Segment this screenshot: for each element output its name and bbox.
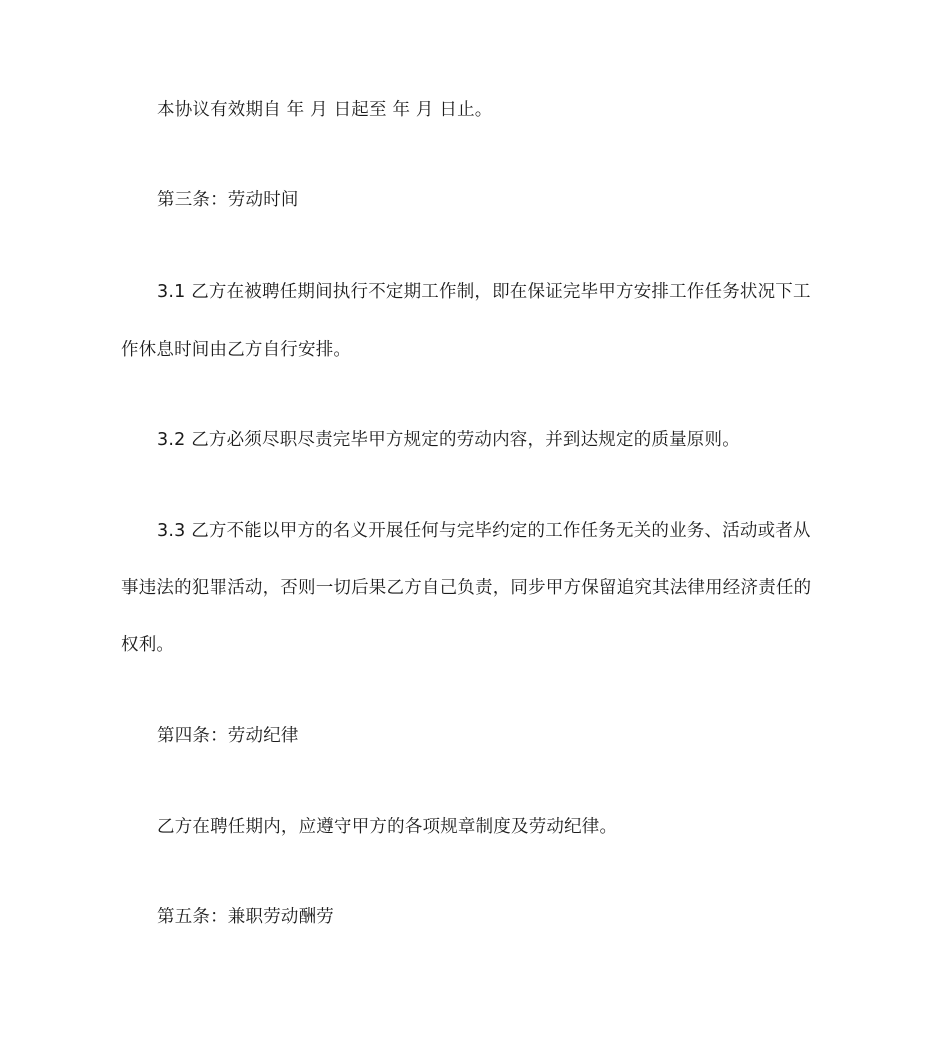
clause-3-3-line-3: 权利。 — [121, 635, 175, 655]
article-4-heading: 第四条：劳动纪律 — [157, 726, 299, 746]
article-3-heading: 第三条：劳动时间 — [157, 190, 299, 210]
clause-3-1-line-1: 3.1 乙方在被聘任期间执行不定期工作制，即在保证完毕甲方安排工作任务状况下工 — [157, 282, 811, 302]
clause-3-1-line-2: 作休息时间由乙方自行安排。 — [121, 340, 352, 360]
article-5-heading: 第五条：兼职劳动酬劳 — [157, 907, 334, 927]
validity-period-text: 本协议有效期自 年 月 日起至 年 月 日止。 — [157, 100, 493, 120]
clause-3-2-text: 3.2 乙方必须尽职尽责完毕甲方规定的劳动内容，并到达规定的质量原则。 — [157, 430, 740, 450]
article-4-text: 乙方在聘任期内，应遵守甲方的各项规章制度及劳动纪律。 — [157, 817, 618, 837]
clause-3-3-line-1: 3.3 乙方不能以甲方的名义开展任何与完毕约定的工作任务无关的业务、活动或者从 — [157, 521, 811, 541]
clause-3-3-line-2: 事违法的犯罪活动，否则一切后果乙方自己负责，同步甲方保留追究其法律用经济责任的 — [121, 578, 812, 598]
